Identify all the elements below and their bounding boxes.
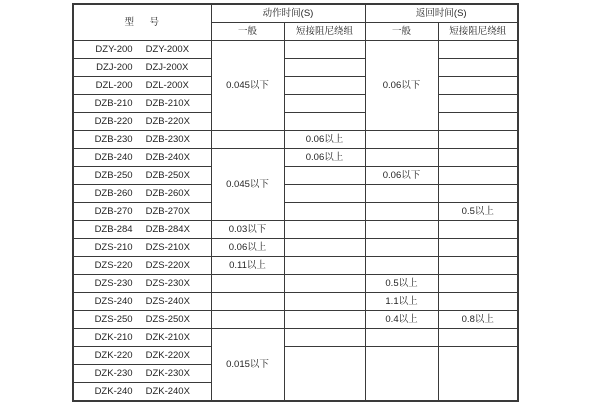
action-damping-header: 短接阻尼绕组 [284, 23, 365, 41]
action-damping-cell [284, 203, 365, 221]
model-name: DZS-230 [94, 277, 133, 289]
action-damping-cell [284, 329, 365, 347]
action-general-cell: 0.045以下 [211, 149, 284, 221]
action-damping-cell [284, 185, 365, 203]
model-name-x: DZB-260X [145, 187, 190, 199]
return-damping-cell [438, 59, 518, 77]
model-name-x: DZY-200X [145, 43, 190, 55]
action-general-cell [211, 275, 284, 293]
table-row [73, 203, 518, 221]
model-cell [73, 131, 211, 149]
model-name-x: DZB-240X [145, 151, 190, 163]
model-name: DZB-240 [94, 151, 133, 163]
action-general-cell: 0.11以上 [211, 257, 284, 275]
model-name: DZS-210 [94, 241, 133, 253]
model-name: DZJ-200 [96, 61, 133, 73]
table-row [73, 149, 518, 167]
model-cell [73, 293, 211, 311]
action-damping-cell [284, 167, 365, 185]
model-name: DZB-210 [94, 97, 133, 109]
return-general-cell [365, 149, 438, 167]
action-general-cell [211, 293, 284, 311]
return-general-cell [365, 131, 438, 149]
table-row [73, 113, 518, 131]
table-row [73, 311, 518, 329]
model-name-x: DZB-210X [145, 97, 190, 109]
action-damping-cell [284, 347, 365, 402]
table-row [73, 131, 518, 149]
action-damping-cell [284, 221, 365, 239]
return-damping-cell [438, 329, 518, 347]
return-damping-header: 短接阻尼绕组 [438, 23, 518, 41]
return-damping-cell [438, 41, 518, 59]
table-row [73, 275, 518, 293]
model-cell [73, 95, 211, 113]
model-cell [73, 59, 211, 77]
return-damping-cell [438, 185, 518, 203]
action-time-header: 动作时间(S) [211, 4, 365, 23]
model-name: DZB-270 [94, 205, 133, 217]
table-row [73, 221, 518, 239]
action-damping-cell: 0.06以上 [284, 149, 365, 167]
model-name-x: DZS-220X [145, 259, 190, 271]
model-name-x: DZS-240X [145, 295, 190, 307]
model-name: DZY-200 [95, 43, 133, 55]
model-name: DZL-200 [95, 79, 133, 91]
action-general-cell: 0.03以下 [211, 221, 284, 239]
return-damping-cell [438, 257, 518, 275]
return-damping-cell [438, 113, 518, 131]
table-row [73, 59, 518, 77]
model-name: DZK-240 [94, 385, 133, 397]
return-damping-cell: 0.5以上 [438, 203, 518, 221]
return-time-header: 返回时间(S) [365, 4, 518, 23]
model-name: DZB-230 [94, 133, 133, 145]
model-cell [73, 167, 211, 185]
model-name: DZB-250 [94, 169, 133, 181]
return-damping-cell [438, 221, 518, 239]
model-name-x: DZK-220X [145, 349, 190, 361]
action-general-cell: 0.015以下 [211, 329, 284, 402]
return-damping-cell [438, 77, 518, 95]
model-name: DZS-220 [94, 259, 133, 271]
model-cell [73, 311, 211, 329]
model-cell [73, 383, 211, 402]
model-cell [73, 275, 211, 293]
model-name-x: DZS-250X [145, 313, 190, 325]
return-general-cell: 0.5以上 [365, 275, 438, 293]
action-damping-cell [284, 77, 365, 95]
model-column-header: 型 号 [73, 4, 211, 41]
return-damping-cell [438, 149, 518, 167]
return-general-header: 一般 [365, 23, 438, 41]
model-cell [73, 347, 211, 365]
return-general-cell [365, 185, 438, 203]
return-damping-cell [438, 167, 518, 185]
action-general-header: 一般 [211, 23, 284, 41]
action-damping-cell [284, 257, 365, 275]
model-name-x: DZB-284X [145, 223, 190, 235]
action-damping-cell [284, 113, 365, 131]
action-general-cell: 0.06以上 [211, 239, 284, 257]
model-name-x: DZB-220X [145, 115, 190, 127]
return-general-cell [365, 221, 438, 239]
return-damping-cell [438, 131, 518, 149]
model-cell [73, 239, 211, 257]
action-damping-cell [284, 311, 365, 329]
table-header [73, 4, 518, 41]
model-cell [73, 365, 211, 383]
model-cell [73, 149, 211, 167]
model-name-x: DZK-240X [145, 385, 190, 397]
model-name-x: DZS-210X [145, 241, 190, 253]
table-row [73, 329, 518, 347]
return-general-cell [365, 239, 438, 257]
return-general-cell [365, 347, 438, 402]
table-row [73, 95, 518, 113]
table-row [73, 167, 518, 185]
model-name-x: DZB-270X [145, 205, 190, 217]
return-damping-cell [438, 293, 518, 311]
model-cell [73, 221, 211, 239]
model-cell [73, 329, 211, 347]
model-cell [73, 185, 211, 203]
table-row [73, 41, 518, 59]
return-damping-cell [438, 347, 518, 402]
return-general-cell: 0.06以下 [365, 167, 438, 185]
return-general-cell: 0.06以下 [365, 41, 438, 131]
model-name-x: DZK-230X [145, 367, 190, 379]
model-name-x: DZS-230X [145, 277, 190, 289]
model-cell [73, 113, 211, 131]
model-name-x: DZB-230X [145, 133, 190, 145]
action-damping-cell [284, 95, 365, 113]
return-damping-cell [438, 239, 518, 257]
model-name-x: DZJ-200X [145, 61, 189, 73]
return-general-cell: 0.4以上 [365, 311, 438, 329]
return-damping-cell [438, 275, 518, 293]
model-name: DZB-220 [94, 115, 133, 127]
model-name-x: DZK-210X [145, 331, 190, 343]
table-row [73, 77, 518, 95]
relay-spec-table [72, 3, 519, 402]
table-row [73, 185, 518, 203]
table-row [73, 347, 518, 365]
model-cell [73, 203, 211, 221]
table-row [73, 257, 518, 275]
model-name: DZS-250 [94, 313, 133, 325]
model-name: DZB-284 [94, 223, 133, 235]
model-cell [73, 41, 211, 59]
model-cell [73, 257, 211, 275]
action-damping-cell: 0.06以上 [284, 131, 365, 149]
model-name: DZS-240 [94, 295, 133, 307]
table-row [73, 239, 518, 257]
action-general-cell [211, 131, 284, 149]
action-damping-cell [284, 275, 365, 293]
return-general-cell [365, 329, 438, 347]
return-general-cell [365, 203, 438, 221]
table-row [73, 293, 518, 311]
return-damping-cell: 0.8以上 [438, 311, 518, 329]
return-general-cell [365, 257, 438, 275]
header-row-1 [73, 4, 518, 23]
action-general-cell: 0.045以下 [211, 41, 284, 131]
return-general-cell: 1.1以上 [365, 293, 438, 311]
model-name-x: DZL-200X [145, 79, 189, 91]
model-cell [73, 77, 211, 95]
model-name: DZK-210 [94, 331, 133, 343]
model-name-x: DZB-250X [145, 169, 190, 181]
table-body [73, 41, 518, 402]
return-damping-cell [438, 95, 518, 113]
action-damping-cell [284, 59, 365, 77]
model-name: DZK-230 [94, 367, 133, 379]
model-name: DZB-260 [94, 187, 133, 199]
model-name: DZK-220 [94, 349, 133, 361]
action-damping-cell [284, 293, 365, 311]
action-damping-cell [284, 239, 365, 257]
action-damping-cell [284, 41, 365, 59]
action-general-cell [211, 311, 284, 329]
